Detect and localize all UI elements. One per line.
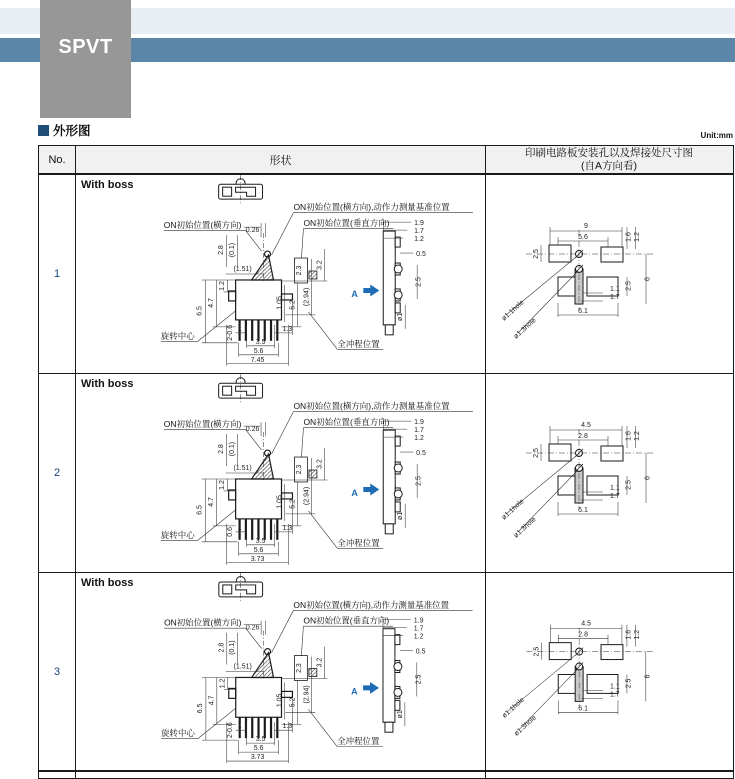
dim: 6 xyxy=(644,277,652,281)
dim: (2.94) xyxy=(303,287,311,307)
side-view-drawing xyxy=(383,219,426,335)
dim: 1.2 xyxy=(634,232,641,242)
dim: 3.5 xyxy=(255,736,266,744)
rotation-center-label: 旋转中心 xyxy=(161,728,195,739)
dim: 2-0.6 xyxy=(227,324,235,341)
pcb-pattern-drawing xyxy=(486,573,732,770)
on-ref-label: ON初始位置(横方向),动作力测量基准位置 xyxy=(293,202,450,213)
row-number: 1 xyxy=(39,175,76,373)
pcb-cell xyxy=(486,573,732,770)
table-row xyxy=(39,374,733,573)
dim: 4.5 xyxy=(581,422,591,429)
dim: 1.05 xyxy=(276,495,284,509)
dim: 1.2 xyxy=(414,236,424,244)
dim: ø1 xyxy=(397,511,405,520)
dim: 1.05 xyxy=(276,693,284,708)
hole-label: ø1.3hole xyxy=(512,516,538,540)
table-header-row xyxy=(39,146,733,175)
dim: 6 xyxy=(644,476,652,480)
dim: 5.6 xyxy=(578,234,588,241)
dim: (1.51) xyxy=(233,465,252,473)
rotation-center-label: 旋转中心 xyxy=(160,529,195,540)
unit-label: Unit:mm xyxy=(700,131,733,140)
hole-label: ø1.1hole xyxy=(500,498,526,522)
front-view-drawing xyxy=(229,233,317,341)
dim: 4.7 xyxy=(208,497,216,507)
hole-label: ø1.3hole xyxy=(512,317,538,341)
column-header-shape: 形状 xyxy=(76,146,486,173)
table-row xyxy=(39,573,733,772)
full-stroke-label: 全冲程位置 xyxy=(337,338,380,349)
dim: 1.2 xyxy=(413,633,424,641)
section-header xyxy=(38,121,91,139)
on-vertical-label: ON初始位置(垂直方向) xyxy=(303,417,390,428)
hole-label: ø1.1hole xyxy=(500,299,526,323)
dim: ø1 xyxy=(396,710,404,719)
page-title: 厚度为1.9mm、双向动作型 xyxy=(143,84,351,102)
hole-label: ø1.1hole xyxy=(501,696,526,720)
right-arrow-icon xyxy=(363,682,379,694)
side-view-drawing xyxy=(383,617,426,732)
shape-drawing xyxy=(76,374,485,572)
right-arrow-icon xyxy=(363,483,379,495)
a-label: A xyxy=(351,288,358,299)
section-title: 外形图 xyxy=(53,124,91,138)
dim: 5.2 xyxy=(289,300,297,310)
dim: 3.73 xyxy=(250,555,265,563)
dim: 1.7 xyxy=(413,625,424,633)
dim: (2.94) xyxy=(303,486,311,506)
dim: 0.5 xyxy=(415,648,426,656)
dim: 1.7 xyxy=(414,427,424,435)
dim: 1.9 xyxy=(414,419,424,427)
rotation-center-label: 旋转中心 xyxy=(160,330,195,341)
dim: (0.1) xyxy=(229,242,237,258)
boss-label: With boss xyxy=(81,577,134,589)
dim: 2.3 xyxy=(295,265,303,276)
dim: 2.8 xyxy=(218,642,226,653)
top-view-drawing xyxy=(219,175,263,205)
full-stroke-label: 全冲程位置 xyxy=(337,537,380,548)
pcb-pattern-drawing xyxy=(486,374,732,572)
dim: 6.5 xyxy=(196,306,204,316)
pcb-cell xyxy=(486,175,732,373)
dim: 2.5 xyxy=(415,674,423,685)
dim: 1.1 xyxy=(610,485,620,492)
dim: 0.6 xyxy=(227,527,235,537)
dim: 6.5 xyxy=(196,505,204,515)
dim: 2.5 xyxy=(625,480,633,490)
dim: ø1 xyxy=(397,312,405,321)
dim: 1.9 xyxy=(414,220,424,228)
a-label: A xyxy=(351,487,358,498)
dim: 1.7 xyxy=(610,294,620,301)
dim: 3.2 xyxy=(316,657,324,668)
dim: (0.1) xyxy=(229,441,237,457)
shape-cell xyxy=(76,374,486,572)
side-view-drawing xyxy=(383,418,426,534)
shape-drawing xyxy=(76,573,485,770)
dim: 5.2 xyxy=(289,697,297,708)
dim: 1 xyxy=(237,524,242,532)
model-badge xyxy=(40,0,131,118)
dim: 4.7 xyxy=(208,298,216,308)
dim: 1.7 xyxy=(610,493,620,500)
shape-drawing xyxy=(76,175,485,373)
on-ref-label: ON初始位置(横方向),动作力测量基准位置 xyxy=(293,599,450,610)
model-name: SPVT xyxy=(58,36,113,58)
dim: 2.3 xyxy=(295,464,303,475)
section-bullet-icon xyxy=(38,125,49,136)
hole-label: ø1.3hole xyxy=(513,714,538,738)
dim: 1.7 xyxy=(609,691,620,699)
dim: 0.5 xyxy=(416,450,426,458)
dim: 1.1 xyxy=(610,286,620,293)
table-row xyxy=(39,175,733,374)
on-horizontal-label: ON初始位置(横方向) xyxy=(164,617,242,628)
dim: 0.26 xyxy=(245,227,260,235)
dim: 4.7 xyxy=(208,695,216,706)
dim: 1.2 xyxy=(219,678,227,689)
column-header-pcb: 印刷电路板安装孔以及焊接处尺寸图 (自A方向看) xyxy=(525,147,693,172)
pcb-cell xyxy=(486,374,732,572)
right-arrow-icon xyxy=(363,284,379,296)
dim: 0.26 xyxy=(245,426,260,434)
dim: 2.8 xyxy=(218,245,226,255)
dim: 1 xyxy=(237,325,242,333)
dim: 3.73 xyxy=(250,754,265,762)
dim: 1.6 xyxy=(625,431,633,441)
column-header-no: No. xyxy=(39,146,76,173)
table-body xyxy=(39,175,733,772)
row-number: 2 xyxy=(39,374,76,572)
a-label: A xyxy=(351,686,358,697)
dim: 1.2 xyxy=(219,281,227,291)
dim: 2.8 xyxy=(578,433,588,440)
dim: 1.05 xyxy=(276,296,284,310)
on-vertical-label: ON初始位置(垂直方向) xyxy=(303,218,390,229)
dim: 1.7 xyxy=(414,228,424,236)
dim: 1 xyxy=(237,723,242,731)
view-direction-arrow xyxy=(351,284,379,298)
dim: 4.5 xyxy=(581,620,591,628)
dim: 1.6 xyxy=(625,232,633,242)
dim: 2.5 xyxy=(533,646,541,657)
dim: 5.6 xyxy=(253,745,264,753)
dim: (1.51) xyxy=(233,266,252,274)
dim: 1.6 xyxy=(625,629,633,640)
outline-drawing-table xyxy=(38,145,734,779)
dim: 2.3 xyxy=(295,663,303,673)
dim: 3.2 xyxy=(316,260,324,270)
dim: 0.26 xyxy=(245,624,260,632)
dim: 6.1 xyxy=(578,308,588,315)
dim: 6.1 xyxy=(578,507,588,514)
front-view-drawing xyxy=(229,432,317,540)
dim: 1.2 xyxy=(414,435,424,443)
dim: (2.94) xyxy=(303,685,311,704)
dim: 1.2 xyxy=(633,629,641,640)
on-ref-label: ON初始位置(横方向),动作力测量基准位置 xyxy=(293,401,450,412)
dim: 1.2 xyxy=(219,480,227,490)
dim: 5.6 xyxy=(253,546,264,554)
dim: 1.9 xyxy=(413,617,424,625)
dim: 2.5 xyxy=(415,277,423,287)
dim: 6.1 xyxy=(578,705,588,713)
dim: 3.5 xyxy=(255,338,266,346)
dim: 2.5 xyxy=(533,448,540,458)
boss-label: With boss xyxy=(81,378,134,390)
dim: 3.5 xyxy=(255,537,266,545)
dim: 3.2 xyxy=(316,459,324,469)
view-direction-arrow xyxy=(351,483,379,497)
dim: 2.5 xyxy=(533,249,540,259)
shape-cell xyxy=(76,175,486,373)
top-view-drawing xyxy=(219,374,263,404)
dim: 1.2 xyxy=(634,431,641,441)
boss-label: With boss xyxy=(81,179,134,191)
pcb-pattern-drawing xyxy=(486,175,732,373)
dim: 2.5 xyxy=(625,281,633,291)
view-direction-arrow xyxy=(351,682,379,696)
dim: 2.5 xyxy=(625,678,633,689)
dim: 9 xyxy=(584,223,588,230)
dim: 1.3 xyxy=(282,723,293,731)
dim: 7.45 xyxy=(250,356,265,364)
dim: 5.2 xyxy=(289,499,297,509)
on-vertical-label: ON初始位置(垂直方向) xyxy=(303,615,390,626)
row-number: 3 xyxy=(39,573,76,770)
dim: 2.8 xyxy=(578,631,588,639)
dim: (0.1) xyxy=(229,640,237,655)
on-horizontal-label: ON初始位置(横方向) xyxy=(163,220,242,231)
dim: (1.51) xyxy=(233,663,252,671)
dim: 0.5 xyxy=(416,251,426,259)
dim: 1.3 xyxy=(282,325,293,333)
dim: 2.5 xyxy=(415,476,423,486)
full-stroke-label: 全冲程位置 xyxy=(337,736,380,747)
on-horizontal-label: ON初始位置(横方向) xyxy=(163,419,242,430)
front-view-drawing xyxy=(229,631,317,738)
dim: 2-0.6 xyxy=(227,722,235,739)
dim: 6 xyxy=(644,674,652,679)
top-view-drawing xyxy=(219,573,263,603)
dim: 1.3 xyxy=(282,524,293,532)
shape-cell xyxy=(76,573,486,770)
next-row-sliver xyxy=(39,772,733,778)
dim: 2.8 xyxy=(218,444,226,454)
dim: 5.6 xyxy=(253,347,264,355)
dim: 1.1 xyxy=(609,683,620,691)
dim: 6.5 xyxy=(196,703,204,714)
